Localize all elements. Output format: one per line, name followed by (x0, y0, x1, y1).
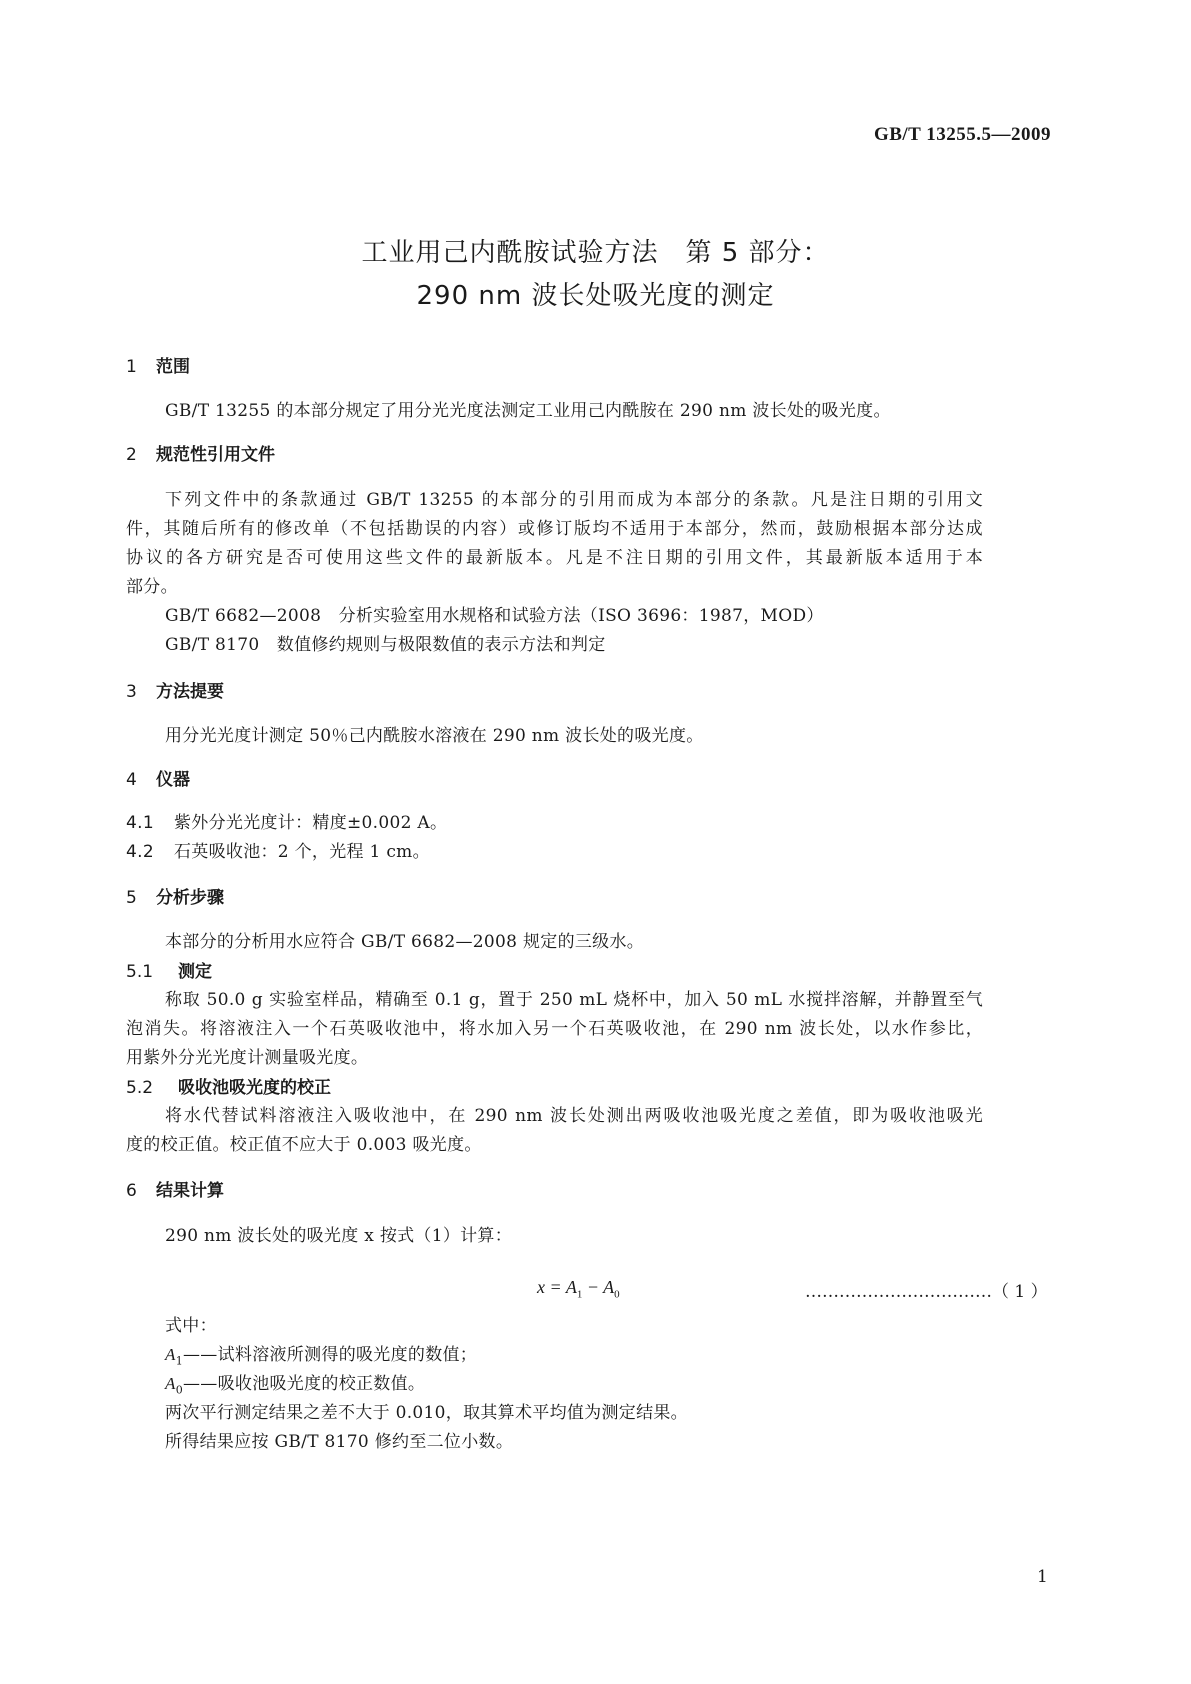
subsection-5-2-line-1: 将水代替试料溶液注入吸收池中，在 290 nm 波长处测出两吸收池吸光度之差值，即为吸收池吸光 (165, 1106, 983, 1126)
section-number: 2 (126, 445, 137, 465)
formula-1 (537, 1277, 620, 1301)
section-6-paragraph: 290 nm 波长处的吸光度 x 按式（1）计算： (165, 1226, 513, 1246)
item-text: 石英吸收池：2 个，光程 1 cm。 (174, 842, 430, 862)
section-title: 范围 (156, 357, 190, 377)
subsection-5-2-line-2: 度的校正值。校正值不应大于 0.003 吸光度。 (126, 1135, 482, 1155)
formula-subscript: 0 (614, 1288, 620, 1301)
subsection-5-1-line-3: 用紫外分光光度计测量吸光度。 (126, 1048, 369, 1068)
section-title: 结果计算 (156, 1181, 224, 1201)
item-number: 4.1 (126, 813, 154, 833)
section-number: 3 (126, 682, 137, 702)
section-title: 分析步骤 (156, 888, 224, 908)
section-5-heading (126, 883, 224, 908)
document-title-line-2: 290 nm 波长处吸光度的测定 (416, 281, 775, 311)
formula-term-b: − A (582, 1277, 615, 1297)
normative-reference-2: GB/T 8170 数值修约规则与极限数值的表示方法和判定 (165, 635, 606, 655)
document-title-line-1: 工业用己内酰胺试验方法 第 5 部分： (361, 238, 830, 268)
variable-description: ——试料溶液所测得的吸光度的数值； (183, 1345, 478, 1365)
page-number: 1 (1037, 1567, 1048, 1587)
instrument-item-4-2 (126, 837, 430, 862)
subsection-number: 5.1 (126, 962, 154, 982)
section-2-paragraph-line-3: 协议的各方研究是否可使用这些文件的最新版本。凡是不注日期的引用文件，其最新版本适用于本 (126, 548, 983, 568)
subsection-title: 测定 (178, 962, 212, 982)
section-title: 方法提要 (156, 682, 224, 702)
section-2-paragraph-line-1: 下列文件中的条款通过 GB/T 13255 的本部分的引用而成为本部分的条款。凡是注日期的引用文 (165, 490, 983, 510)
equation-number: ……………………………（ 1 ） (805, 1282, 1048, 1302)
variable-definition-a0 (165, 1369, 425, 1396)
variable-description: ——吸收池吸光度的校正数值。 (183, 1374, 426, 1394)
subsection-title: 吸收池吸光度的校正 (178, 1078, 331, 1098)
section-4-heading (126, 765, 190, 790)
item-text: 紫外分光光度计：精度±0.002 A。 (174, 813, 448, 833)
section-title: 规范性引用文件 (156, 445, 275, 465)
instrument-item-4-1 (126, 808, 447, 833)
variable-symbol: A (165, 1374, 176, 1393)
section-1-paragraph: GB/T 13255 的本部分规定了用分光光度法测定工业用己内酰胺在 290 nm 波长处的吸光度。 (165, 401, 891, 421)
variable-symbol: A (165, 1345, 176, 1364)
variable-subscript: 1 (175, 1354, 183, 1368)
variable-subscript: 0 (175, 1383, 183, 1397)
section-number: 6 (126, 1181, 137, 1201)
section-title: 仪器 (156, 770, 190, 790)
section-2-heading (126, 440, 275, 465)
section-5-paragraph: 本部分的分析用水应符合 GB/T 6682—2008 规定的三级水。 (165, 932, 645, 952)
normative-reference-1: GB/T 6682—2008 分析实验室用水规格和试验方法（ISO 3696：1987，MOD） (165, 606, 824, 626)
section-3-paragraph: 用分光光度计测定 50％己内酰胺水溶液在 290 nm 波长处的吸光度。 (165, 726, 704, 746)
section-1-heading (126, 352, 190, 377)
subsection-number: 5.2 (126, 1078, 154, 1098)
standard-number: GB/T 13255.5—2009 (873, 124, 1051, 145)
where-label: 式中： (165, 1316, 217, 1336)
formula-term-a: = A (545, 1277, 577, 1297)
item-number: 4.2 (126, 842, 154, 862)
variable-definition-a1 (165, 1340, 477, 1367)
subsection-5-1-heading (126, 957, 212, 982)
section-3-heading (126, 677, 224, 702)
subsection-5-1-line-1: 称取 50.0 g 实验室样品，精确至 0.1 g，置于 250 mL 烧杯中，加入 50 mL 水搅拌溶解，并静置至气 (165, 990, 983, 1010)
section-6-heading (126, 1176, 224, 1201)
section-number: 1 (126, 357, 137, 377)
formula-variable: x (537, 1277, 545, 1297)
formula-subscript: 1 (576, 1288, 583, 1301)
section-number: 5 (126, 888, 137, 908)
subsection-5-2-heading (126, 1073, 331, 1098)
rounding-statement: 所得结果应按 GB/T 8170 修约至二位小数。 (165, 1432, 514, 1452)
subsection-5-1-line-2: 泡消失。将溶液注入一个石英吸收池中，将水加入另一个石英吸收池，在 290 nm 波长处，以水作参比， (126, 1019, 983, 1039)
section-number: 4 (126, 770, 137, 790)
precision-statement: 两次平行测定结果之差不大于 0.010，取其算术平均值为测定结果。 (165, 1403, 688, 1423)
section-2-paragraph-line-4: 部分。 (126, 577, 178, 597)
section-2-paragraph-line-2: 件，其随后所有的修改单（不包括勘误的内容）或修订版均不适用于本部分，然而，鼓励根据本部分达成 (126, 519, 983, 539)
